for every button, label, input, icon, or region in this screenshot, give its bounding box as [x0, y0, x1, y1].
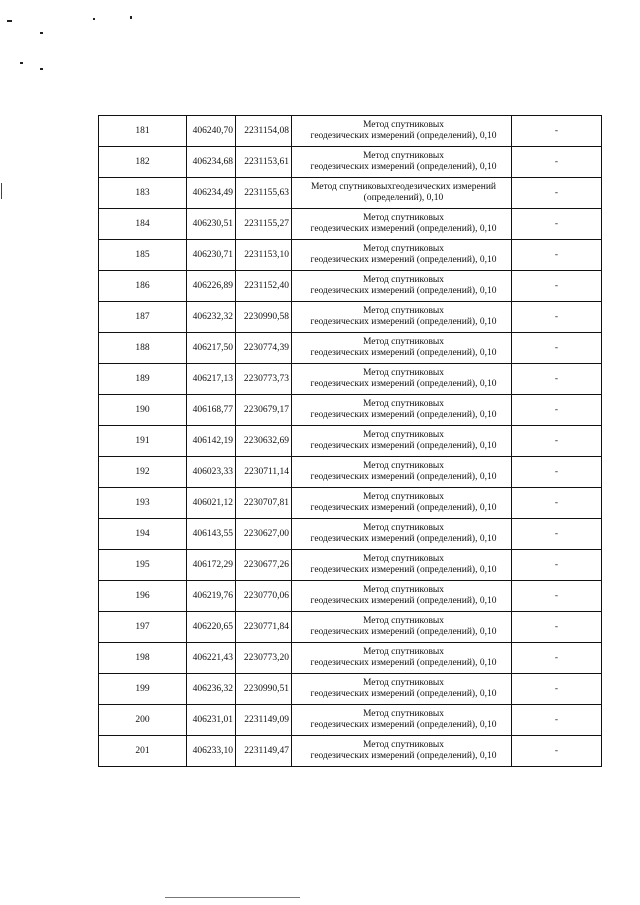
note-cell: - [512, 550, 602, 581]
scan-speck [130, 16, 132, 19]
method-cell [292, 550, 512, 581]
method-text-line: Метод спутниковых [362, 616, 445, 626]
method-text-line: геодезических измерений (определений), 0,10 [310, 317, 497, 327]
coordinate-y-cell: 2231152,40 [236, 271, 292, 302]
table-row [99, 519, 602, 550]
method-text-line: геодезических измерений (определений), 0,10 [310, 410, 497, 420]
table-row [99, 426, 602, 457]
table-row [99, 209, 602, 240]
point-number-cell: 196 [99, 581, 187, 612]
point-number-cell: 194 [99, 519, 187, 550]
coordinate-x-cell: 406217,50 [187, 333, 236, 364]
method-text-line: Метод спутниковых [362, 585, 445, 595]
coordinate-x-cell: 406233,10 [187, 736, 236, 767]
note-cell: - [512, 581, 602, 612]
coordinate-x-cell: 406234,68 [187, 147, 236, 178]
table-row [99, 612, 602, 643]
coordinate-y-cell: 2231153,10 [236, 240, 292, 271]
note-cell: - [512, 116, 602, 147]
coordinate-y-cell: 2231153,61 [236, 147, 292, 178]
note-cell: - [512, 643, 602, 674]
coordinate-y-cell: 2230990,58 [236, 302, 292, 333]
method-text-line: геодезических измерений (определений), 0,10 [310, 689, 497, 699]
note-cell: - [512, 271, 602, 302]
method-cell [292, 302, 512, 333]
coordinate-y-cell: 2230627,00 [236, 519, 292, 550]
table-row [99, 178, 602, 209]
coordinate-x-cell: 406230,51 [187, 209, 236, 240]
table-row [99, 116, 602, 147]
method-text-line: Метод спутниковыхгеодезических измерений [310, 182, 496, 192]
coordinate-x-cell: 406226,89 [187, 271, 236, 302]
point-number-cell: 186 [99, 271, 187, 302]
method-text-line: Метод спутниковых [362, 120, 445, 130]
method-cell [292, 333, 512, 364]
method-text-line: геодезических измерений (определений), 0,10 [310, 224, 497, 234]
method-text-line: геодезических измерений (определений), 0,10 [310, 596, 497, 606]
method-text-line: Метод спутниковых [362, 368, 445, 378]
table-row [99, 736, 602, 767]
coordinate-x-cell: 406236,32 [187, 674, 236, 705]
note-cell: - [512, 364, 602, 395]
note-cell: - [512, 736, 602, 767]
method-text-line: Метод спутниковых [362, 461, 445, 471]
coordinate-y-cell: 2230707,81 [236, 488, 292, 519]
method-cell [292, 178, 512, 209]
method-text-line: геодезических измерений (определений), 0,10 [310, 441, 497, 451]
method-text-line: геодезических измерений (определений), 0,10 [310, 627, 497, 637]
point-number-cell: 193 [99, 488, 187, 519]
method-text-line: Метод спутниковых [362, 523, 445, 533]
method-text-line: геодезических измерений (определений), 0,10 [310, 162, 497, 172]
point-number-cell: 188 [99, 333, 187, 364]
method-text-line: Метод спутниковых [362, 399, 445, 409]
point-number-cell: 183 [99, 178, 187, 209]
method-text-line: геодезических измерений (определений), 0,10 [310, 286, 497, 296]
coordinate-y-cell: 2231154,08 [236, 116, 292, 147]
method-text-line: геодезических измерений (определений), 0,10 [310, 348, 497, 358]
table-row [99, 240, 602, 271]
method-text-line: Метод спутниковых [362, 151, 445, 161]
coordinate-x-cell: 406217,13 [187, 364, 236, 395]
coordinate-x-cell: 406232,32 [187, 302, 236, 333]
coordinate-y-cell: 2230990,51 [236, 674, 292, 705]
method-text-line: геодезических измерений (определений), 0,10 [310, 255, 497, 265]
coordinate-x-cell: 406220,65 [187, 612, 236, 643]
method-cell [292, 488, 512, 519]
note-cell: - [512, 612, 602, 643]
note-cell: - [512, 705, 602, 736]
table-row [99, 302, 602, 333]
method-cell [292, 364, 512, 395]
coordinate-y-cell: 2231149,09 [236, 705, 292, 736]
coordinate-x-cell: 406234,49 [187, 178, 236, 209]
method-cell [292, 116, 512, 147]
method-text-line: геодезических измерений (определений), 0,10 [310, 751, 497, 761]
method-cell [292, 240, 512, 271]
table-row [99, 488, 602, 519]
method-cell [292, 147, 512, 178]
coordinate-y-cell: 2231155,63 [236, 178, 292, 209]
method-cell [292, 612, 512, 643]
coordinate-y-cell: 2230632,69 [236, 426, 292, 457]
coordinate-y-cell: 2230770,06 [236, 581, 292, 612]
point-number-cell: 200 [99, 705, 187, 736]
method-text-line: Метод спутниковых [362, 306, 445, 316]
note-cell: - [512, 488, 602, 519]
method-text-line: геодезических измерений (определений), 0,10 [310, 503, 497, 513]
method-text-line: (определений), 0,10 [363, 193, 444, 203]
scan-speck [20, 62, 23, 64]
coordinate-x-cell: 406023,33 [187, 457, 236, 488]
point-number-cell: 201 [99, 736, 187, 767]
coordinate-x-cell: 406021,12 [187, 488, 236, 519]
coordinate-x-cell: 406231,01 [187, 705, 236, 736]
coordinate-y-cell: 2231149,47 [236, 736, 292, 767]
coordinate-y-cell: 2230773,20 [236, 643, 292, 674]
note-cell: - [512, 457, 602, 488]
point-number-cell: 192 [99, 457, 187, 488]
table-row [99, 147, 602, 178]
note-cell: - [512, 333, 602, 364]
method-cell [292, 581, 512, 612]
table-row [99, 457, 602, 488]
coordinate-y-cell: 2230677,26 [236, 550, 292, 581]
method-text-line: Метод спутниковых [362, 275, 445, 285]
table-row [99, 333, 602, 364]
method-text-line: Метод спутниковых [362, 678, 445, 688]
point-number-cell: 181 [99, 116, 187, 147]
scan-speck [7, 20, 12, 22]
method-text-line: Метод спутниковых [362, 647, 445, 657]
note-cell: - [512, 147, 602, 178]
method-text-line: геодезических измерений (определений), 0,10 [310, 131, 497, 141]
note-cell: - [512, 519, 602, 550]
coordinate-y-cell: 2231155,27 [236, 209, 292, 240]
method-text-line: Метод спутниковых [362, 244, 445, 254]
method-text-line: геодезических измерений (определений), 0,10 [310, 379, 497, 389]
note-cell: - [512, 209, 602, 240]
method-text-line: Метод спутниковых [362, 337, 445, 347]
table-row [99, 674, 602, 705]
note-cell: - [512, 674, 602, 705]
point-number-cell: 189 [99, 364, 187, 395]
coordinate-y-cell: 2230711,14 [236, 457, 292, 488]
method-cell [292, 705, 512, 736]
point-number-cell: 190 [99, 395, 187, 426]
method-text-line: Метод спутниковых [362, 554, 445, 564]
note-cell: - [512, 240, 602, 271]
coordinate-y-cell: 2230773,73 [236, 364, 292, 395]
method-text-line: Метод спутниковых [362, 709, 445, 719]
method-cell [292, 736, 512, 767]
note-cell: - [512, 178, 602, 209]
coordinate-x-cell: 406219,76 [187, 581, 236, 612]
method-text-line: геодезических измерений (определений), 0,10 [310, 720, 497, 730]
coordinate-x-cell: 406230,71 [187, 240, 236, 271]
coordinates-table [98, 115, 602, 767]
coordinate-y-cell: 2230771,84 [236, 612, 292, 643]
table-row [99, 271, 602, 302]
scan-edge-line [165, 897, 300, 898]
table-row [99, 643, 602, 674]
table-row [99, 550, 602, 581]
point-number-cell: 185 [99, 240, 187, 271]
method-cell [292, 395, 512, 426]
method-text-line: геодезических измерений (определений), 0,10 [310, 565, 497, 575]
scan-speck [40, 32, 43, 34]
table-row [99, 581, 602, 612]
note-cell: - [512, 302, 602, 333]
coordinate-x-cell: 406172,29 [187, 550, 236, 581]
method-cell [292, 519, 512, 550]
note-cell: - [512, 426, 602, 457]
scan-speck [93, 18, 95, 20]
coordinate-x-cell: 406168,77 [187, 395, 236, 426]
table-row [99, 395, 602, 426]
table-row [99, 364, 602, 395]
method-text-line: Метод спутниковых [362, 740, 445, 750]
coordinate-y-cell: 2230679,17 [236, 395, 292, 426]
method-cell [292, 209, 512, 240]
scan-speck [40, 68, 43, 70]
method-cell [292, 674, 512, 705]
coordinate-x-cell: 406240,70 [187, 116, 236, 147]
point-number-cell: 187 [99, 302, 187, 333]
method-text-line: Метод спутниковых [362, 492, 445, 502]
point-number-cell: 184 [99, 209, 187, 240]
coordinate-y-cell: 2230774,39 [236, 333, 292, 364]
method-text-line: Метод спутниковых [362, 213, 445, 223]
method-text-line: геодезических измерений (определений), 0,10 [310, 472, 497, 482]
table-row [99, 705, 602, 736]
point-number-cell: 182 [99, 147, 187, 178]
point-number-cell: 198 [99, 643, 187, 674]
method-cell [292, 271, 512, 302]
point-number-cell: 191 [99, 426, 187, 457]
method-cell [292, 426, 512, 457]
method-text-line: геодезических измерений (определений), 0,10 [310, 658, 497, 668]
coordinate-x-cell: 406142,19 [187, 426, 236, 457]
scan-edge-mark [1, 183, 2, 199]
point-number-cell: 197 [99, 612, 187, 643]
point-number-cell: 195 [99, 550, 187, 581]
note-cell: - [512, 395, 602, 426]
coordinate-x-cell: 406143,55 [187, 519, 236, 550]
coordinate-x-cell: 406221,43 [187, 643, 236, 674]
method-cell [292, 457, 512, 488]
method-cell [292, 643, 512, 674]
method-text-line: Метод спутниковых [362, 430, 445, 440]
method-text-line: геодезических измерений (определений), 0,10 [310, 534, 497, 544]
point-number-cell: 199 [99, 674, 187, 705]
